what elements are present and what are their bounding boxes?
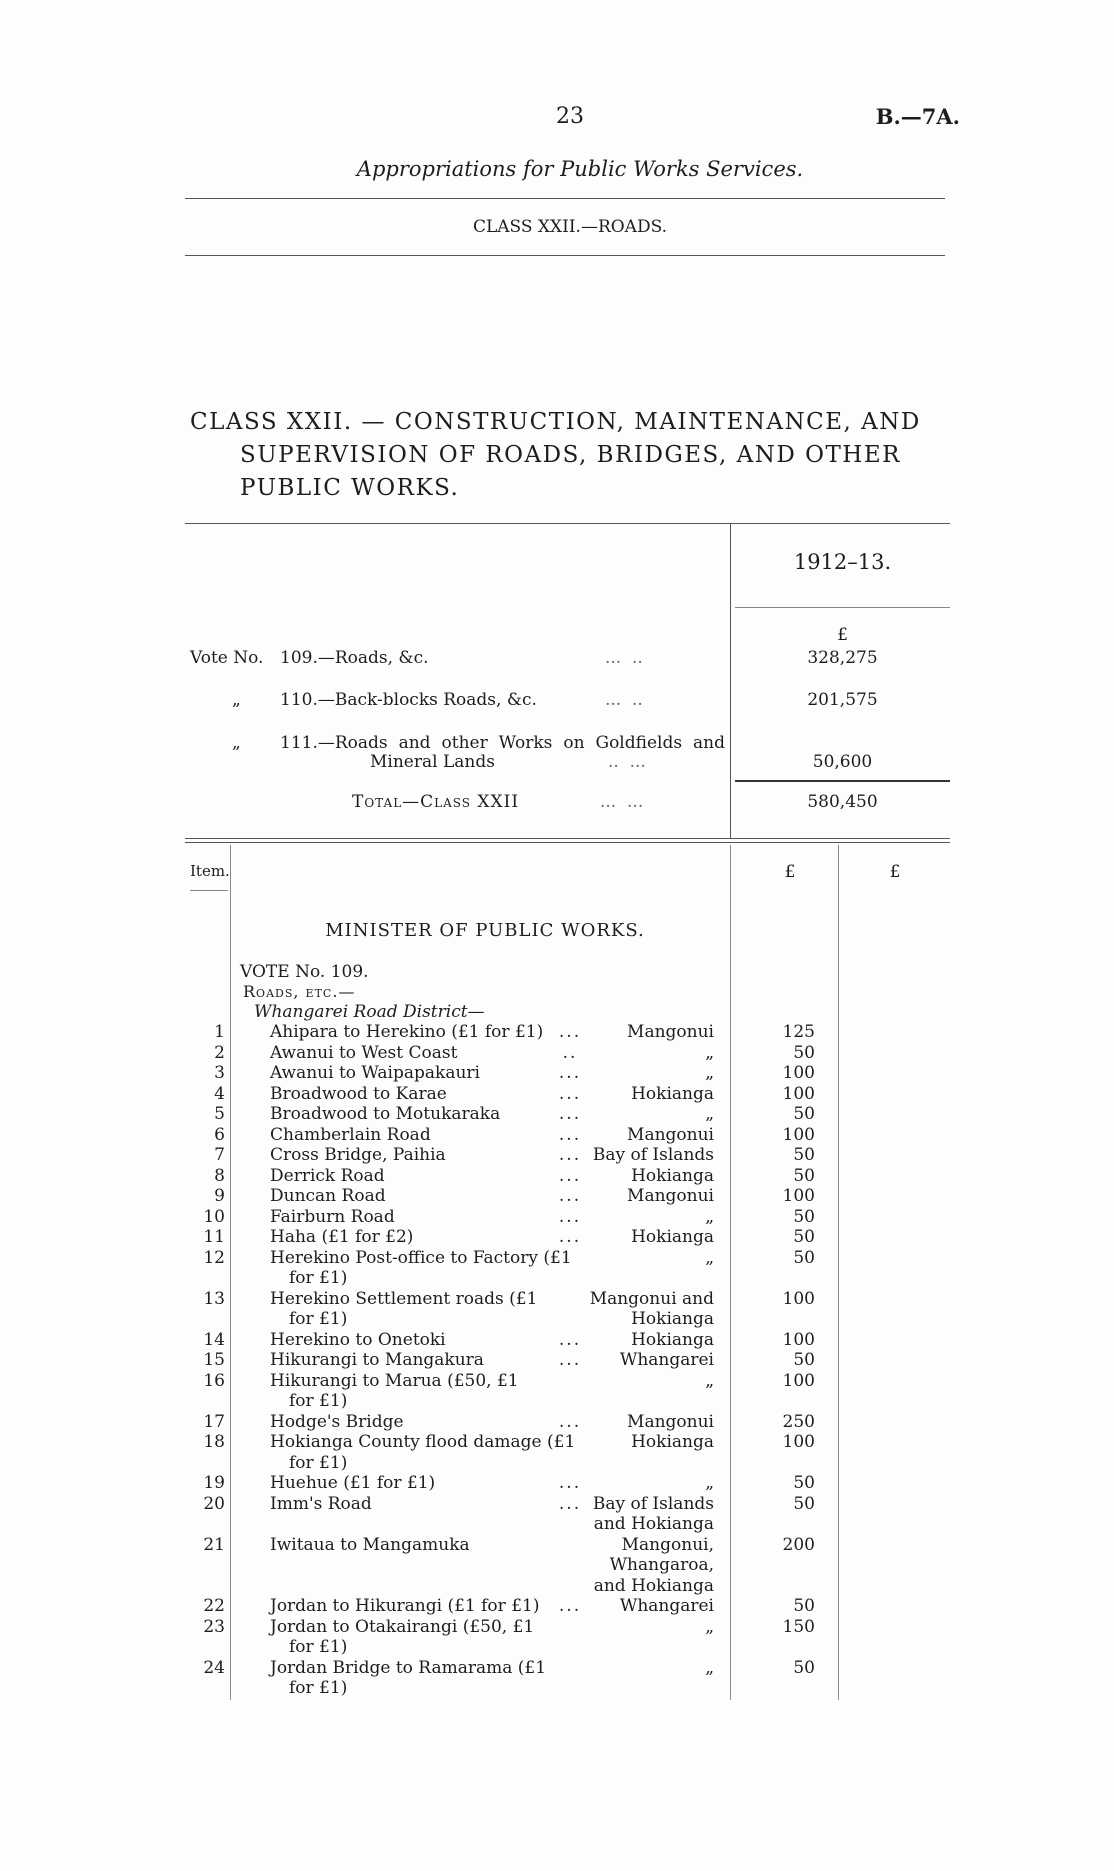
item-number: 16 (203, 1370, 225, 1391)
item-row (0, 1248, 1114, 1289)
item-name-continued: for £1) (289, 1309, 348, 1329)
item-amount: 100 (782, 1186, 815, 1206)
summary-currency-symbol: £ (837, 625, 848, 645)
item-district: Hokianga (631, 1165, 714, 1186)
item-district-continued: Hokianga (631, 1309, 714, 1329)
vote-amount: 50,600 (812, 752, 873, 772)
item-leader-dots: ... (558, 1083, 582, 1104)
item-amount: 50 (793, 1227, 815, 1247)
item-district: Hokianga (631, 1083, 714, 1104)
item-number: 12 (203, 1247, 225, 1268)
item-number: 4 (214, 1083, 225, 1104)
amount-column-2-header: £ (889, 862, 901, 882)
item-name: Hodge's Bridge (270, 1411, 404, 1432)
summary-year-header: 1912–13. (793, 550, 892, 574)
item-leader-dots: ... (558, 1022, 582, 1042)
item-district: Mangonui (627, 1411, 714, 1432)
item-name: Herekino Post-office to Factory (£1 (270, 1247, 572, 1268)
vote-description: 110.—Back-blocks Roads, &c. (280, 690, 537, 710)
class-heading: CLASS XXII.—ROADS. (472, 217, 668, 237)
item-leader-dots: ... (558, 1329, 582, 1350)
vote-leader-dots: .. ... (608, 752, 646, 772)
item-row (0, 1063, 1114, 1084)
item-amount: 50 (793, 1206, 815, 1227)
item-number: 8 (214, 1165, 225, 1186)
item-row (0, 1535, 1114, 1597)
vote-amount: 328,275 (807, 648, 878, 668)
item-name: Haha (£1 for £2) (270, 1227, 414, 1247)
item-amount: 50 (793, 1165, 815, 1186)
item-name: Iwitaua to Mangamuka (270, 1534, 470, 1555)
item-amount: 50 (793, 1042, 815, 1063)
item-row (0, 1350, 1114, 1371)
item-name: Chamberlain Road (270, 1124, 431, 1145)
item-district: „ (705, 1104, 714, 1124)
total-label: Total—Class XXII (352, 792, 520, 812)
item-district: Mangonui (627, 1124, 714, 1145)
item-number: 5 (214, 1104, 225, 1124)
vote-description: 109.—Roads, &c. (280, 648, 429, 668)
vote-leader-dots: ... .. (605, 648, 643, 668)
summary-column-divider (730, 523, 731, 838)
item-leader-dots: ... (558, 1124, 582, 1145)
total-leader-dots: ... ... (600, 792, 644, 812)
item-name: Derrick Road (270, 1165, 385, 1186)
vote-prefix: Vote No. (190, 648, 264, 668)
item-district: Hokianga (631, 1227, 714, 1247)
item-district: Hokianga (631, 1329, 714, 1350)
item-name: Hikurangi to Marua (£50, £1 (270, 1370, 519, 1391)
item-number: 18 (203, 1432, 225, 1452)
item-district: Mangonui (627, 1186, 714, 1206)
item-amount: 100 (782, 1329, 815, 1350)
item-name: Hokianga County flood damage (£1 (270, 1432, 576, 1452)
item-name: Huehue (£1 for £1) (270, 1473, 436, 1493)
item-amount: 50 (793, 1596, 815, 1616)
summary-year-rule (735, 607, 950, 608)
item-name: Ahipara to Herekino (£1 for £1) (270, 1022, 544, 1042)
item-number: 14 (203, 1329, 225, 1350)
item-name: Awanui to Waipapakauri (270, 1063, 480, 1083)
item-district: „ (705, 1247, 714, 1268)
item-name-continued: for £1) (289, 1452, 348, 1473)
item-number: 7 (214, 1145, 225, 1165)
item-amount: 50 (793, 1350, 815, 1370)
item-district: „ (705, 1206, 714, 1227)
item-row (0, 1596, 1114, 1617)
item-name-continued: for £1) (289, 1637, 348, 1657)
item-amount: 50 (793, 1493, 815, 1514)
item-number: 23 (203, 1616, 225, 1637)
item-district: Whangarei (619, 1596, 714, 1616)
item-number: 15 (203, 1350, 225, 1370)
item-row (0, 1104, 1114, 1125)
item-amount: 250 (782, 1411, 815, 1432)
item-district-continued: Whangaroa, (609, 1555, 714, 1575)
item-amount: 100 (782, 1288, 815, 1309)
item-name: Jordan to Otakairangi (£50, £1 (270, 1616, 535, 1637)
vote-description-continued: Mineral Lands (370, 752, 495, 772)
item-leader-dots: ... (558, 1165, 582, 1186)
summary-total-rule (735, 780, 950, 782)
item-row (0, 1145, 1114, 1166)
item-number: 17 (203, 1411, 225, 1432)
item-name: Herekino to Onetoki (270, 1329, 446, 1350)
item-row (0, 1186, 1114, 1207)
item-district: „ (705, 1616, 714, 1637)
item-amount: 50 (793, 1247, 815, 1268)
item-name: Jordan to Hikurangi (£1 for £1) (270, 1596, 540, 1616)
amount-column-1-header: £ (784, 862, 796, 882)
item-district: „ (705, 1657, 714, 1678)
item-leader-dots: ... (558, 1350, 582, 1370)
vote-prefix: „ (232, 733, 241, 753)
item-district-continued: and Hokianga (593, 1575, 714, 1596)
item-name: Broadwood to Karae (270, 1083, 447, 1104)
item-row (0, 1207, 1114, 1228)
item-name-continued: for £1) (289, 1678, 348, 1698)
item-row (0, 1617, 1114, 1658)
item-district: „ (705, 1473, 714, 1493)
item-leader-dots: ... (558, 1596, 582, 1616)
item-column-header: Item. (190, 862, 230, 880)
item-row (0, 1084, 1114, 1105)
total-amount: 580,450 (807, 792, 878, 812)
item-name: Fairburn Road (270, 1206, 395, 1227)
item-row (0, 1043, 1114, 1064)
item-number: 24 (203, 1657, 225, 1678)
item-number: 3 (214, 1063, 225, 1083)
item-district: „ (705, 1063, 714, 1083)
item-row (0, 1432, 1114, 1473)
item-amount: 125 (782, 1022, 815, 1042)
item-amount: 100 (782, 1083, 815, 1104)
item-row (0, 1473, 1114, 1494)
item-amount: 150 (782, 1616, 815, 1637)
item-number: 22 (203, 1596, 225, 1616)
item-row (0, 1022, 1114, 1043)
item-row (0, 1166, 1114, 1187)
item-number: 10 (203, 1206, 225, 1227)
header-rule-bottom (185, 255, 945, 256)
item-number: 21 (203, 1534, 225, 1555)
item-leader-dots: .. (562, 1042, 578, 1063)
page-number: 23 (556, 104, 584, 129)
item-number: 13 (203, 1288, 225, 1309)
item-leader-dots: ... (558, 1411, 582, 1432)
item-district: „ (705, 1042, 714, 1063)
item-number: 20 (203, 1493, 225, 1514)
district-heading: Whangarei Road District— (254, 1002, 485, 1022)
item-name: Broadwood to Motukaraka (270, 1104, 501, 1124)
item-number: 6 (214, 1124, 225, 1145)
item-name: Duncan Road (270, 1186, 386, 1206)
item-leader-dots: ... (558, 1104, 582, 1124)
item-amount: 100 (782, 1370, 815, 1391)
header-rule-top (185, 198, 945, 199)
item-row (0, 1227, 1114, 1248)
document-reference: B.—7A. (875, 104, 960, 129)
item-district: Bay of Islands (592, 1145, 714, 1165)
item-amount: 50 (793, 1657, 815, 1678)
class-title-line-2: SUPERVISION OF ROADS, BRIDGES, AND OTHER (240, 442, 901, 468)
item-amount: 100 (782, 1063, 815, 1083)
item-number: 2 (214, 1042, 225, 1063)
item-row (0, 1412, 1114, 1433)
summary-rule-bottom-double (185, 842, 950, 843)
page-subtitle: Appropriations for Public Works Services. (356, 157, 804, 181)
item-number: 9 (214, 1186, 225, 1206)
item-row (0, 1658, 1114, 1699)
item-amount: 100 (782, 1124, 815, 1145)
minister-heading: MINISTER OF PUBLIC WORKS. (325, 920, 645, 941)
vote-description: 111.—Roads and other Works on Goldfields and (280, 733, 725, 753)
vote-amount: 201,575 (807, 690, 878, 710)
item-leader-dots: ... (558, 1186, 582, 1206)
item-district: Hokianga (631, 1432, 714, 1452)
item-leader-dots: ... (558, 1145, 582, 1165)
item-leader-dots: ... (558, 1206, 582, 1227)
vote-leader-dots: ... .. (605, 690, 643, 710)
summary-rule-top (185, 523, 950, 524)
vote-prefix: „ (232, 690, 241, 710)
item-header-rule (190, 890, 228, 891)
item-district: „ (705, 1370, 714, 1391)
item-amount: 50 (793, 1145, 815, 1165)
class-title-line-3: PUBLIC WORKS. (240, 475, 460, 501)
item-leader-dots: ... (558, 1063, 582, 1083)
item-district-continued: and Hokianga (593, 1514, 714, 1534)
item-name: Hikurangi to Mangakura (270, 1350, 484, 1370)
item-row (0, 1289, 1114, 1330)
item-leader-dots: ... (558, 1493, 582, 1514)
item-district: Mangonui (627, 1022, 714, 1042)
item-district: Mangonui, (621, 1534, 714, 1555)
item-district: Whangarei (619, 1350, 714, 1370)
item-amount: 50 (793, 1473, 815, 1493)
section-heading: Roads, etc.— (243, 982, 356, 1001)
item-amount: 50 (793, 1104, 815, 1124)
class-title-line-1: CLASS XXII. — CONSTRUCTION, MAINTENANCE, AND (190, 409, 921, 435)
item-name-continued: for £1) (289, 1268, 348, 1288)
item-amount: 100 (782, 1432, 815, 1452)
item-number: 19 (203, 1473, 225, 1493)
item-name-continued: for £1) (289, 1391, 348, 1411)
item-name: Herekino Settlement roads (£1 (270, 1288, 538, 1309)
item-row (0, 1494, 1114, 1535)
item-row (0, 1371, 1114, 1412)
item-leader-dots: ... (558, 1473, 582, 1493)
item-name: Cross Bridge, Paihia (270, 1145, 446, 1165)
item-amount: 200 (782, 1534, 815, 1555)
item-district: Mangonui and (589, 1288, 714, 1309)
vote-heading: VOTE No. 109. (240, 962, 369, 982)
item-row (0, 1125, 1114, 1146)
item-number: 11 (203, 1227, 225, 1247)
item-name: Jordan Bridge to Ramarama (£1 (270, 1657, 547, 1678)
item-name: Awanui to West Coast (270, 1042, 458, 1063)
item-leader-dots: ... (558, 1227, 582, 1247)
item-number: 1 (214, 1022, 225, 1042)
item-row (0, 1330, 1114, 1351)
item-name: Imm's Road (270, 1493, 372, 1514)
item-district: Bay of Islands (592, 1493, 714, 1514)
summary-rule-bottom (185, 838, 950, 839)
